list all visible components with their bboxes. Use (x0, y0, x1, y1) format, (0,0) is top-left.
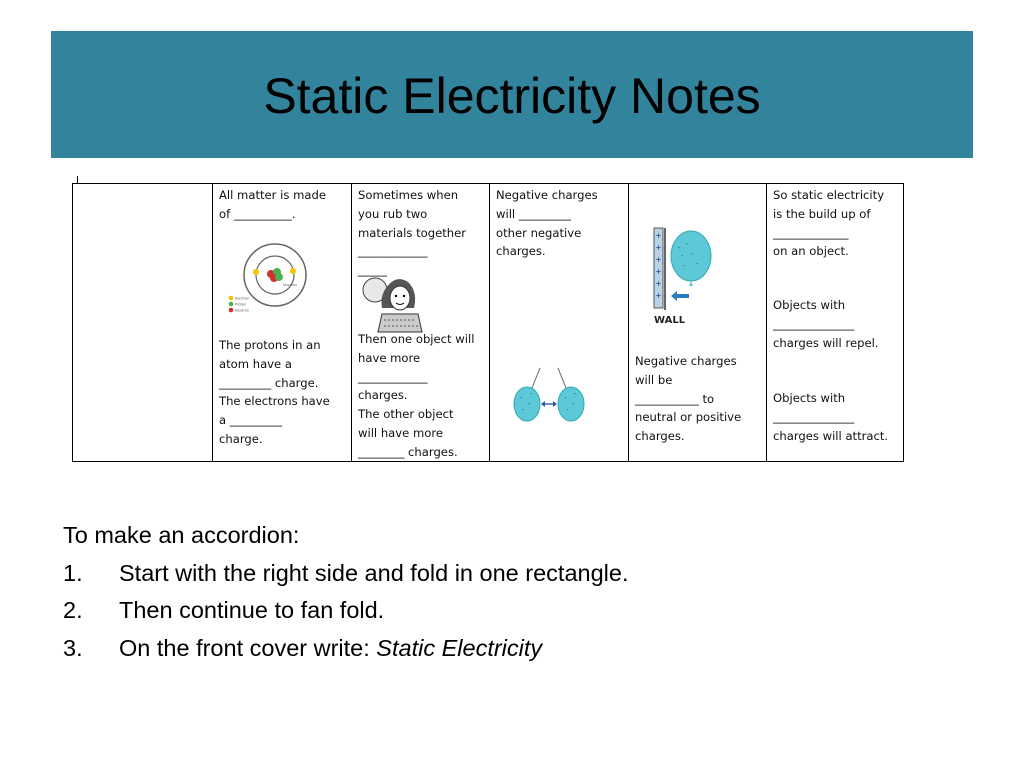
svg-text:-: - (522, 406, 525, 414)
panel-summary-attract-text: Objects with ______________ charges will attract. (773, 391, 889, 443)
atom-nucleus-label: Nucleus (283, 283, 297, 287)
panel-summary-repel-text: Objects with ______________ charges will repel. (773, 298, 879, 350)
legend-electron: Electron (235, 296, 250, 301)
balloon-wall-icon (651, 226, 721, 331)
repelling-balloons-icon (508, 364, 588, 434)
panel-matter-top-text: All matter is made of __________. (219, 188, 326, 221)
step-number: 2. (63, 597, 83, 623)
svg-text:-: - (566, 406, 569, 414)
svg-text:-: - (564, 394, 567, 402)
svg-text:-: - (691, 250, 694, 258)
slide-title: Static Electricity Notes (263, 68, 761, 124)
svg-text:-: - (678, 244, 681, 252)
cover-panel (73, 184, 212, 461)
panel-summary-top-text: So static electricity is the build up of _____________ on an object. (773, 188, 885, 259)
svg-text:-: - (686, 240, 689, 248)
instruction-step (63, 592, 963, 630)
svg-text:-: - (683, 262, 686, 270)
svg-text:-: - (530, 390, 533, 398)
panel-attract-bottom-text: Negative charges will be ___________ to neutral or positive charges. (635, 354, 742, 444)
panel-matter-bottom-text: The protons in an atom have a _________ charge. The electrons have a _________ charge. (219, 338, 330, 446)
panel-rubbing-top-text: Sometimes when you rub two materials together ____________ _____ (358, 188, 467, 278)
instruction-step (63, 630, 963, 668)
panel-matter (212, 184, 351, 461)
svg-text:-: - (572, 400, 575, 408)
svg-text:-: - (696, 260, 699, 268)
atom-icon (235, 239, 341, 319)
wall-label: WALL (654, 315, 686, 326)
svg-text:-: - (574, 390, 577, 398)
girl-rubbing-balloon-icon (356, 274, 426, 332)
instructions-intro-text: To make an accordion: (63, 522, 300, 548)
step-number: 3. (63, 634, 83, 661)
svg-text:-: - (520, 394, 523, 402)
svg-text:+: + (655, 279, 662, 288)
title-banner (51, 31, 973, 158)
svg-text:-: - (528, 400, 531, 408)
legend-proton: Proton (235, 302, 247, 307)
step-emphasis: Static Electricity (376, 634, 543, 661)
instructions-intro (63, 517, 963, 555)
step-text-with-emphasis (119, 630, 542, 668)
panel-repel-top-text: Negative charges will _________ other negative charges. (496, 188, 598, 259)
panel-summary (766, 184, 903, 461)
svg-text:-: - (681, 252, 684, 260)
accordion-instructions (63, 517, 963, 667)
svg-text:+: + (655, 243, 662, 252)
accordion-foldable (72, 183, 904, 462)
instruction-step (63, 555, 963, 593)
svg-text:+: + (655, 255, 662, 264)
panel-repel (489, 184, 628, 461)
panel-attract (628, 184, 766, 461)
step-number: 1. (63, 559, 83, 586)
panel-rubbing-bottom-text: Then one object will have more ____________ charges. The other object will have more ________ charges. (358, 332, 475, 459)
panel-rubbing (351, 184, 489, 461)
legend-neutron: Neutron (235, 308, 250, 313)
step-text: Start with the right side and fold in one rectangle. (119, 559, 629, 586)
svg-text:+: + (655, 291, 662, 300)
svg-text:+: + (655, 231, 662, 240)
step-text: Then continue to fan fold. (119, 597, 385, 623)
step-text: On the front cover write: (119, 634, 377, 661)
svg-text:+: + (655, 267, 662, 276)
